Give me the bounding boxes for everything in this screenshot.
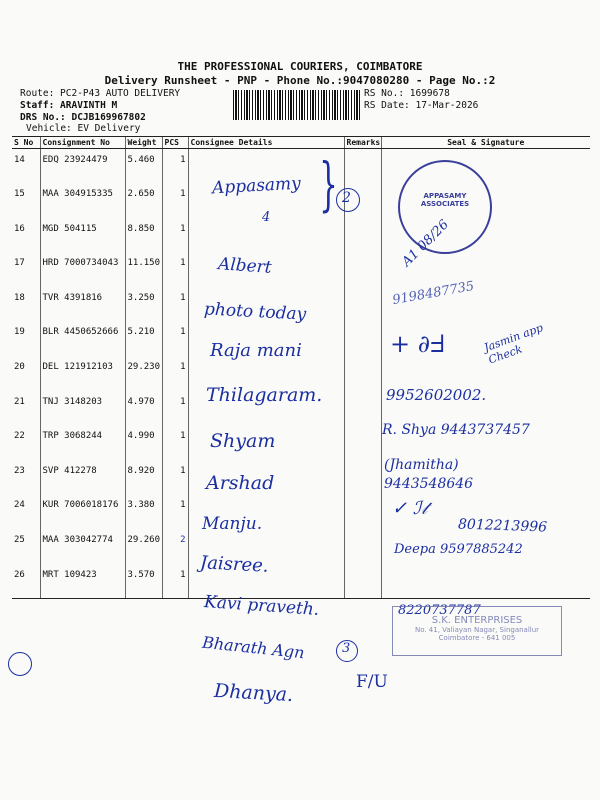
consignment-no: EDQ 23924479 <box>40 149 125 184</box>
consignment-no: TVR 4391816 <box>40 287 125 322</box>
col-weight: Weight <box>125 137 162 149</box>
rs-number: RS No.: 1699678 <box>364 88 450 99</box>
weight: 4.970 <box>125 391 162 426</box>
seal-text: APPASAMY ASSOCIATES <box>420 192 470 208</box>
remarks-cell <box>344 356 381 391</box>
col-pcs: PCS <box>162 137 188 149</box>
route-label: Route: PC2-P43 AUTO DELIVERY <box>20 88 181 99</box>
signature-phone: 9952602002. <box>386 386 487 404</box>
sno: 23 <box>14 465 25 476</box>
weight: 2.650 <box>125 183 162 218</box>
rs-date: RS Date: 17-Mar-2026 <box>364 100 479 111</box>
pcs: 1 <box>162 564 188 599</box>
pcs: 2 <box>162 529 188 564</box>
handwritten-name: photo today <box>203 299 307 325</box>
handwritten-name: Arshad <box>206 472 275 494</box>
vehicle-label: Vehicle: EV Delivery <box>26 123 141 134</box>
pcs: 1 <box>162 425 188 460</box>
pcs: 1 <box>162 356 188 391</box>
remarks-cell <box>344 218 381 253</box>
remarks-cell <box>344 321 381 356</box>
weight: 3.250 <box>125 287 162 322</box>
handwritten-name: Raja mani <box>210 340 302 361</box>
remark-fu: F/U <box>356 672 388 692</box>
consignment-no: MAA 303042774 <box>40 529 125 564</box>
sno: 25 <box>14 535 25 546</box>
pcs: 1 <box>162 183 188 218</box>
col-remarks: Remarks <box>344 137 381 149</box>
remarks-cell <box>344 149 381 184</box>
stamp-line: S.K. ENTERPRISES <box>431 615 523 626</box>
handwritten-name: Jaisree. <box>199 552 270 577</box>
consignment-no: DEL 121912103 <box>40 356 125 391</box>
pcs: 1 <box>162 218 188 253</box>
signature-phone: 8012213996 <box>457 516 548 536</box>
remark-number: 3 <box>342 641 351 656</box>
sno: 26 <box>12 564 40 599</box>
barcode <box>233 90 360 120</box>
stamp-line: Coimbatore - 641 005 <box>438 634 516 642</box>
sno-circle <box>8 652 32 676</box>
weight: 4.990 <box>125 425 162 460</box>
handwritten-bracket: } <box>319 150 338 218</box>
remarks-cell <box>344 494 381 529</box>
handwritten-name: Thilagaram. <box>206 384 323 406</box>
remark-number: 2 <box>342 190 351 206</box>
sno: 21 <box>14 396 25 407</box>
pcs: 1 <box>162 494 188 529</box>
signature-phone: (Jhamitha) 9443548646 <box>384 457 474 492</box>
handwritten-name: Albert <box>217 254 273 278</box>
consignment-no: TRP 3068244 <box>40 425 125 460</box>
signature-phone: 8220737787 <box>398 603 481 618</box>
consignment-no: MRT 109423 <box>40 564 125 599</box>
staff-label: Staff: ARAVINTH M <box>20 100 118 111</box>
sno: 22 <box>14 431 25 442</box>
consignment-no: MAA 304915335 <box>40 183 125 218</box>
signature-phone: Deepa 9597885242 <box>394 542 523 557</box>
handwritten-name: Bharath Agn <box>201 632 306 663</box>
handwritten-name: Manju. <box>202 514 263 534</box>
handwritten-name: Appasamy <box>211 173 302 199</box>
handwritten-name: Kavi praveth. <box>203 592 320 620</box>
consignment-no: SVP 412278 <box>40 460 125 495</box>
weight: 3.570 <box>125 564 162 599</box>
signature: A1 08/26 <box>399 217 452 270</box>
signature: + ∂ᖵ <box>390 330 445 358</box>
consignment-no: HRD 7000734043 <box>40 252 125 287</box>
col-signature: Seal & Signature <box>381 137 590 149</box>
weight: 29.260 <box>125 529 162 564</box>
table-row <box>12 218 590 253</box>
handwritten-name: Shyam <box>210 430 276 452</box>
consignment-no: TNJ 3148203 <box>40 391 125 426</box>
remarks-cell <box>344 287 381 322</box>
consignment-no: KUR 7006018176 <box>40 494 125 529</box>
sno: 18 <box>14 292 25 303</box>
weight: 8.850 <box>125 218 162 253</box>
remarks-cell <box>344 391 381 426</box>
weight: 8.920 <box>125 460 162 495</box>
table-header <box>12 137 590 149</box>
sno: 19 <box>14 327 25 338</box>
weight: 29.230 <box>125 356 162 391</box>
sno: 17 <box>14 258 25 269</box>
remarks-cell <box>344 252 381 287</box>
consignment-no: MGD 504115 <box>40 218 125 253</box>
company-title: THE PROFESSIONAL COURIERS, COIMBATORE <box>177 60 423 73</box>
pcs: 1 <box>162 391 188 426</box>
weight: 3.380 <box>125 494 162 529</box>
pcs: 1 <box>162 321 188 356</box>
signature-phone: 9198487735 <box>391 278 476 309</box>
remarks-cell <box>344 529 381 564</box>
sno: 16 <box>14 223 25 234</box>
weight: 5.210 <box>125 321 162 356</box>
col-consignment: Consignment No <box>40 137 125 149</box>
handwritten-name: 4 <box>262 210 271 225</box>
runsheet-subtitle: Delivery Runsheet - PNP - Phone No.:9047080280 - Page No.:2 <box>104 74 496 87</box>
handwritten-name: Dhanya. <box>213 679 294 707</box>
sno: 24 <box>14 500 25 511</box>
table-row <box>12 149 590 184</box>
remarks-cell <box>344 425 381 460</box>
company-seal-stamp <box>398 160 492 254</box>
remarks-cell <box>344 564 381 599</box>
table-row <box>12 564 590 599</box>
weight: 11.150 <box>125 252 162 287</box>
pcs: 1 <box>162 252 188 287</box>
consignment-no: BLR 4450652666 <box>40 321 125 356</box>
pcs: 1 <box>162 460 188 495</box>
sno: 14 <box>14 155 25 165</box>
table-row <box>12 252 590 287</box>
sno: 15 <box>14 189 25 200</box>
signature: ✓ ℐ𝓉 <box>392 498 428 519</box>
signature-cell <box>381 564 590 599</box>
remarks-cell <box>344 460 381 495</box>
weight: 5.460 <box>125 149 162 184</box>
pcs: 1 <box>162 149 188 184</box>
col-sno: S No <box>12 137 40 149</box>
signature-phone: R. Shya 9443737457 <box>382 422 530 438</box>
stamp-line: No. 41, Valiayan Nagar, Singanallur <box>414 626 540 634</box>
pcs: 1 <box>162 287 188 322</box>
drs-number: DRS No.: DCJB169967802 <box>20 112 146 123</box>
signature-note: Jasmin app Check <box>482 321 545 367</box>
sno: 20 <box>14 362 25 373</box>
company-rect-stamp <box>392 606 562 656</box>
col-consignee: Consignee Details <box>188 137 344 149</box>
